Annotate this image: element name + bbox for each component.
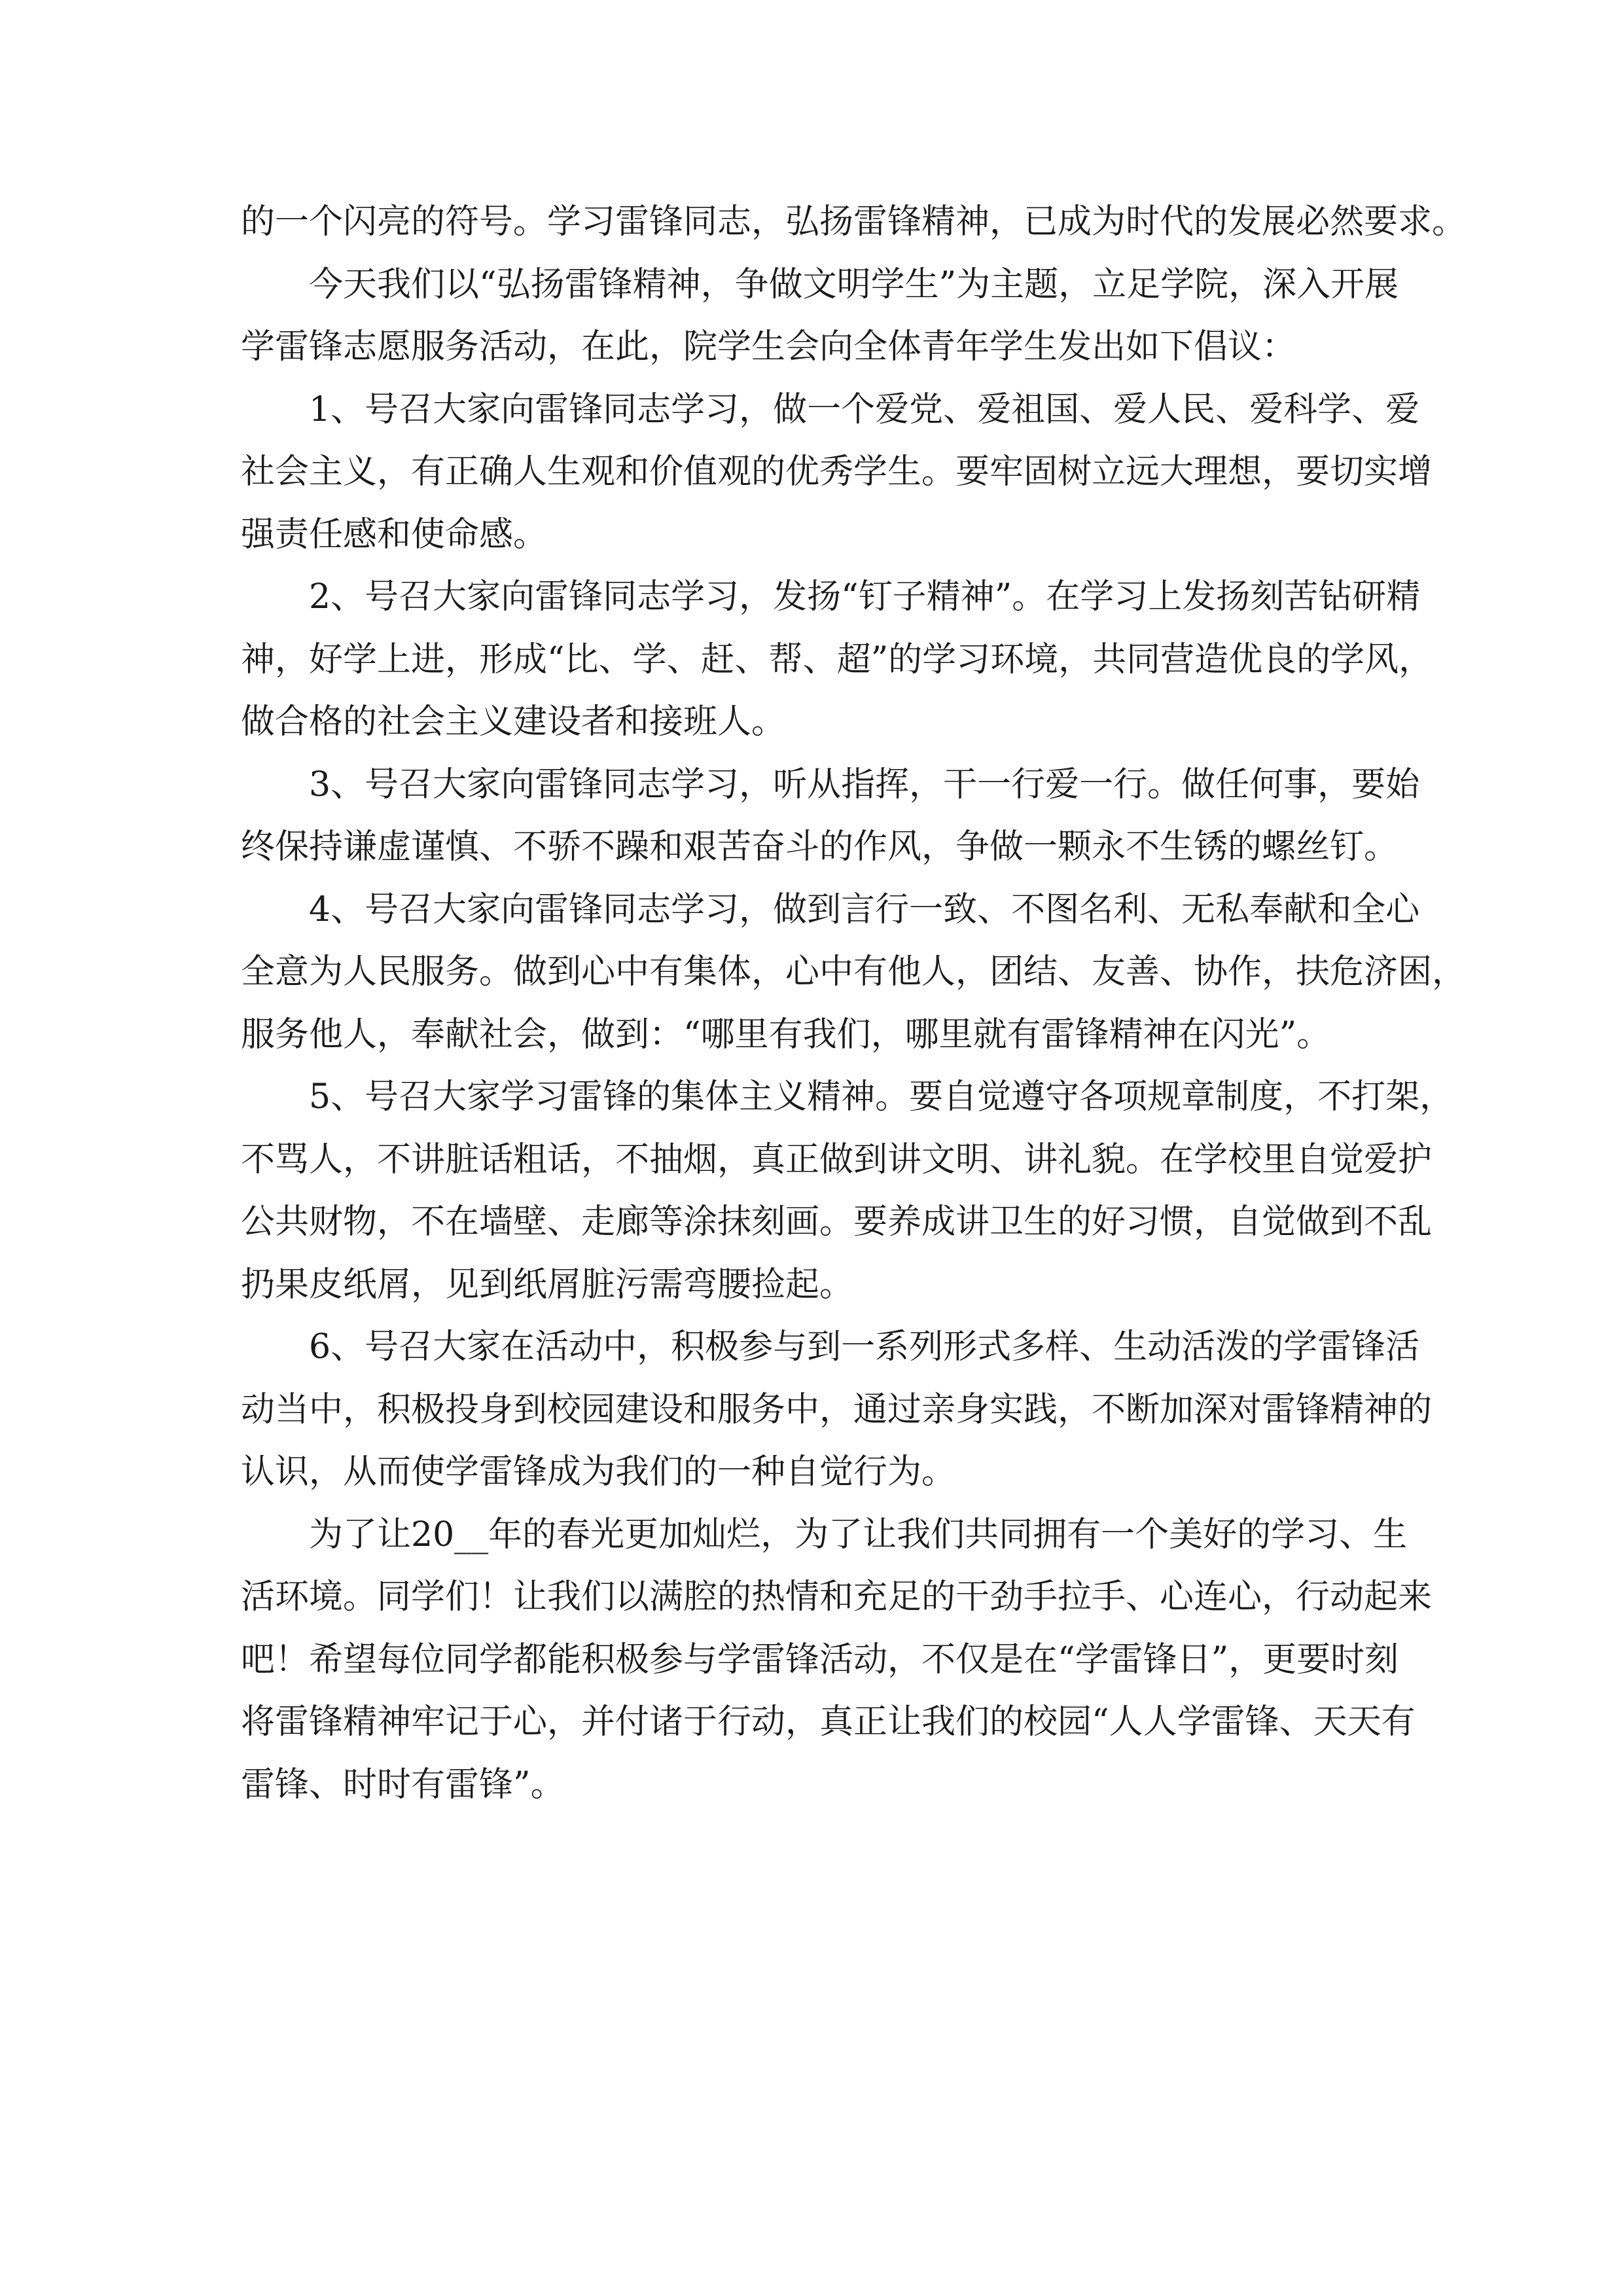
text-line: 全意为人民服务。做到心中有集体，心中有他人，团结、友善、协作，扶危济困， [241,952,1467,992]
text-line: 认识，从而使学雷锋成为我们的一种自觉行为。 [241,1452,956,1492]
text-line: 强责任感和使命感。 [241,514,548,554]
paragraph-item-5 [241,1066,1454,1316]
text-line: 活环境。同学们！让我们以满腔的热情和充足的干劲手拉手、心连心，行动起来 [241,1577,1433,1617]
text-line: 5、号召大家学习雷锋的集体主义精神。要自觉遵守各项规章制度，不打架， [309,1077,1454,1117]
text-line: 服务他人，奉献社会，做到：“哪里有我们，哪里就有雷锋精神在闪光”。 [241,1014,1331,1054]
text-line: 不骂人，不讲脏话粗话，不抽烟，真正做到讲文明、讲礼貌。在学校里自觉爱护 [241,1139,1433,1179]
document-body [241,191,1467,1816]
text-line: 社会主义，有正确人生观和价值观的优秀学生。要牢固树立远大理想，要切实增 [241,452,1433,492]
paragraph-item-4 [241,879,1467,1067]
text-line: 扔果皮纸屑，见到纸屑脏污需弯腰捡起。 [241,1265,854,1304]
text-line: 4、号召大家向雷锋同志学习，做到言行一致、不图名利、无私奉献和全心 [309,889,1420,929]
paragraph-item-3 [241,754,1420,879]
text-line: 吧！希望每位同学都能积极参与学雷锋活动，不仅是在“学雷锋日”，更要时刻 [241,1640,1399,1679]
text-line: 2、号召大家向雷锋同志学习，发扬“钉子精神”。在学习上发扬刻苦钻研精 [309,577,1421,617]
text-line: 1、号召大家向雷锋同志学习，做一个爱党、爱祖国、爱人民、爱科学、爱 [309,389,1420,429]
text-line: 今天我们以“弘扬雷锋精神，争做文明学生”为主题，立足学院，深入开展 [309,264,1399,304]
text-line: 的一个闪亮的符号。学习雷锋同志，弘扬雷锋精神，已成为时代的发展必然要求。 [241,202,1467,242]
text-line: 动当中，积极投身到校园建设和服务中，通过亲身实践，不断加深对雷锋精神的 [241,1390,1433,1429]
paragraph-closing [241,1504,1433,1817]
paragraph-item-2 [241,566,1433,754]
text-line: 为了让20__年的春光更加灿烂，为了让我们共同拥有一个美好的学习、生 [309,1515,1408,1554]
paragraph-item-1 [241,379,1433,567]
text-line: 公共财物，不在墙壁、走廊等涂抹刻画。要养成讲卫生的好习惯，自觉做到不乱 [241,1202,1433,1242]
text-line: 3、号召大家向雷锋同志学习，听从指挥，干一行爱一行。做任何事，要始 [309,764,1420,804]
text-line: 神，好学上进，形成“比、学、赶、帮、超”的学习环境，共同营造优良的学风， [241,639,1433,679]
paragraph-item-6 [241,1316,1433,1504]
text-line: 终保持谦虚谨慎、不骄不躁和艰苦奋斗的作风，争做一颗永不生锈的螺丝钉。 [241,827,1399,867]
text-line: 学雷锋志愿服务活动，在此，院学生会向全体青年学生发出如下倡议： [241,327,1296,367]
paragraph-intro-continuation [241,191,1467,254]
paragraph-theme [241,254,1399,379]
text-line: 6、号召大家在活动中，积极参与到一系列形式多样、生动活泼的学雷锋活 [309,1327,1420,1367]
text-line: 做合格的社会主义建设者和接班人。 [241,702,786,742]
text-line: 雷锋、时时有雷锋”。 [241,1765,565,1804]
text-line: 将雷锋精神牢记于心，并付诸于行动，真正让我们的校园“人人学雷锋、天天有 [241,1702,1416,1742]
